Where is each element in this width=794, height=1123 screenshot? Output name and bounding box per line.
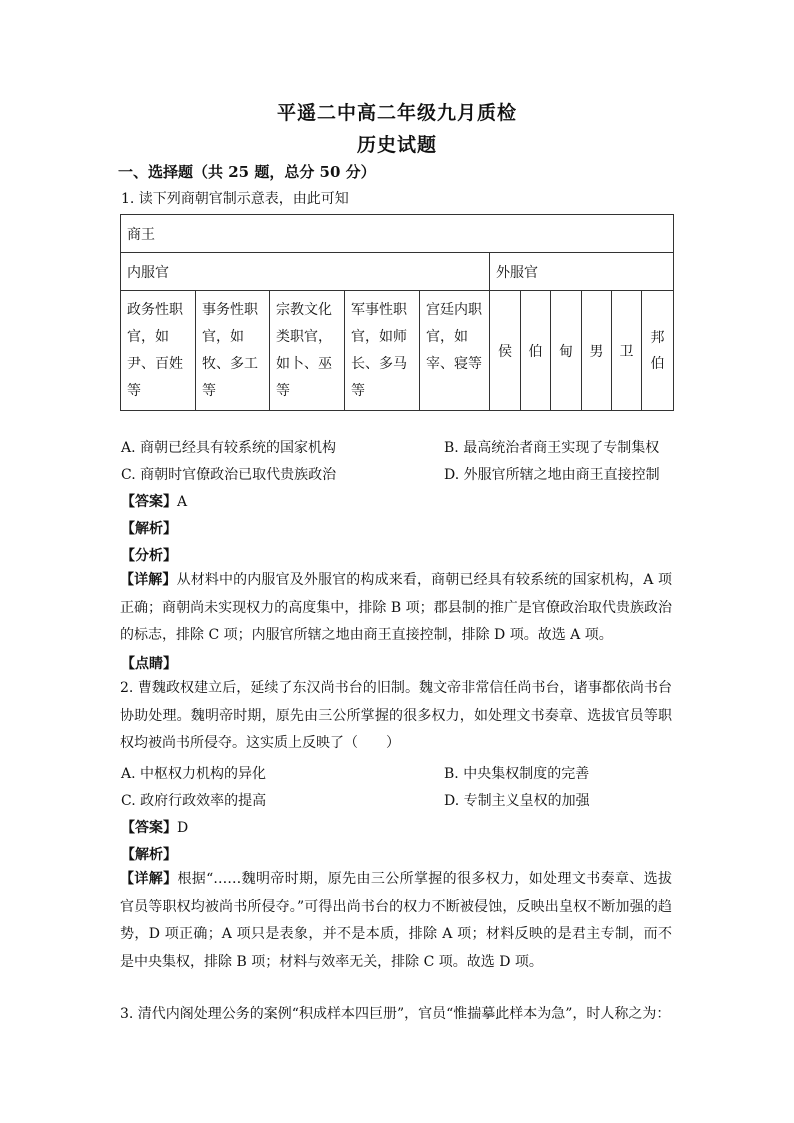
- outer-cell: 甸: [551, 291, 582, 411]
- outer-officials-header: 外服官: [490, 253, 674, 291]
- q1-detail: [120, 567, 672, 650]
- detail-text: 根据“……魏明帝时期，原先由三公所掌握的很多权力，如处理文书奏章、选拔官员等职权均被尚书所侵夺。”可得出尚书台的权力不断被侵蚀，反映出皇权不断加强的趋势，D 项正确；A 项只是表象，并不是本质，排除 A 项；材料反映的是君主专制，而不是中央集权，排除 B 项；材料与效率无关，排除 C 项。故选 D 项。: [120, 871, 673, 970]
- inner-officials-header: 内服官: [121, 253, 490, 291]
- answer-label: 【答案】: [121, 494, 177, 510]
- exam-subtitle: 历史试题: [356, 134, 437, 156]
- answer-label: 【答案】: [121, 820, 177, 836]
- q1-fenxi-label: 【分析】: [121, 548, 177, 564]
- question-1-stem: 1. 读下列商朝官制示意表，由此可知: [121, 191, 349, 207]
- q1-option-a[interactable]: A. 商朝已经具有较系统的国家机构: [121, 440, 337, 456]
- detail-label: 【详解】: [120, 871, 178, 887]
- outer-cell: [642, 291, 674, 411]
- shang-official-table: [120, 214, 674, 411]
- q1-option-d[interactable]: D. 外服官所辖之地由商王直接控制: [444, 467, 660, 483]
- table-top-cell: 商王: [121, 215, 674, 253]
- section-heading: 一、选择题（共 25 题，总分 50 分）: [118, 163, 376, 181]
- exam-title: 平遥二中高二年级九月质检: [276, 102, 517, 124]
- q2-option-d[interactable]: D. 专制主义皇权的加强: [444, 793, 590, 809]
- answer-value: D: [177, 820, 189, 836]
- q2-answer: [121, 817, 188, 837]
- q2-option-a[interactable]: A. 中枢权力机构的异化: [121, 766, 267, 782]
- q2-detail: [120, 866, 672, 976]
- question-3-stem: 3. 清代内阁处理公务的案例“积成样本四巨册”，官员“惟揣摹此样本为急”，时人称之为：: [120, 1006, 671, 1022]
- q1-option-b[interactable]: B. 最高统治者商王实现了专制集权: [444, 440, 660, 456]
- q1-analysis-label: 【解析】: [121, 521, 177, 537]
- question-2-stem: 2. 曹魏政权建立后，延续了东汉尚书台的旧制。魏文帝非常信任尚书台，诸事都依尚书台协助处理。魏明帝时期，原先由三公所掌握的很多权力，如处理文书奏章、选拔官员等职权均被尚书所侵夺。这实质上反映了（ ）: [120, 680, 672, 751]
- outer-cell: 卫: [612, 291, 642, 411]
- q2-option-c[interactable]: C. 政府行政效率的提高: [121, 793, 267, 809]
- outer-cell: 伯: [521, 291, 551, 411]
- detail-label: 【详解】: [120, 572, 177, 588]
- outer-cell: 男: [582, 291, 612, 411]
- q1-option-c[interactable]: C. 商朝时官僚政治已取代贵族政治: [121, 467, 337, 483]
- inner-cell: 宫廷内职官，如宰、寝等: [420, 291, 490, 411]
- inner-cell: 军事性职官，如师长、多马等: [345, 291, 420, 411]
- q2-analysis-label: 【解析】: [121, 847, 177, 863]
- q2-option-b[interactable]: B. 中央集权制度的完善: [444, 766, 590, 782]
- inner-cell: 政务性职官，如尹、百姓等: [121, 291, 196, 411]
- q1-answer: [121, 491, 187, 511]
- inner-cell: 事务性职官，如牧、多工等: [196, 291, 270, 411]
- outer-cell-text: 邦伯: [650, 329, 665, 372]
- inner-cell: 宗教文化类职官，如卜、巫等: [270, 291, 345, 411]
- q1-dianjing-label: 【点睛】: [121, 656, 177, 672]
- answer-value: A: [177, 494, 188, 510]
- detail-text: 从材料中的内服官及外服官的构成来看，商朝已经具有较系统的国家机构，A 项正确；商朝尚未实现权力的高度集中，排除 B 项；郡县制的推广是官僚政治取代贵族政治的标志，排除 C 项；内服官所辖之地由商王直接控制，排除 D 项。故选 A 项。: [120, 572, 673, 643]
- outer-cell: 侯: [490, 291, 521, 411]
